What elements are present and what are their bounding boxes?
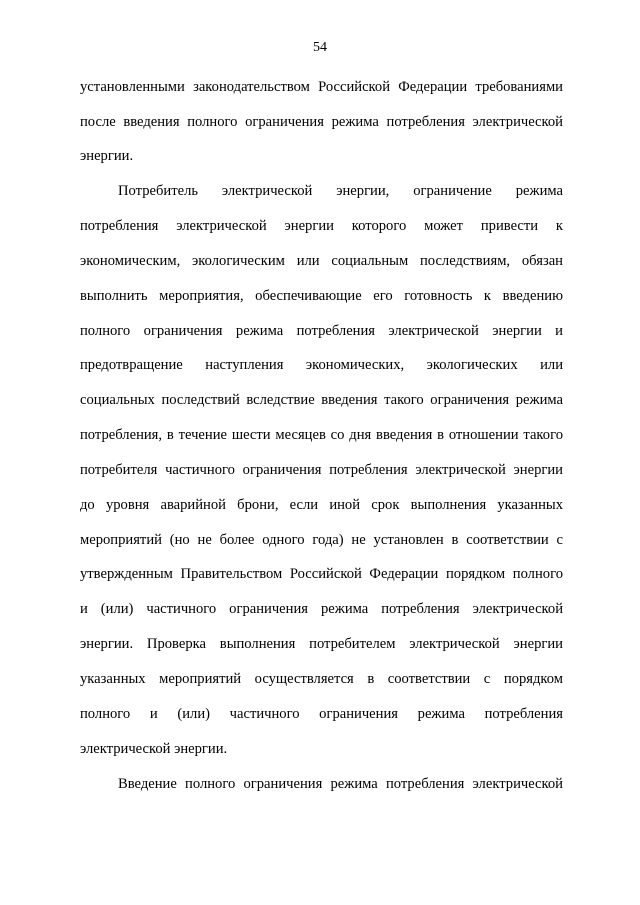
text-line: указанных мероприятий осуществляется в соответствии с порядком [80,671,563,687]
text-line: потребления электрической энергии которого может привести к [80,218,563,234]
text-line: мероприятий (но не более одного года) не установлен в соответствии с [80,532,563,548]
page-number: 54 [313,40,327,55]
text-line: полного и (или) частичного ограничения режима потребления [80,706,563,722]
text-line: до уровня аварийной брони, если иной срок выполнения указанных [80,497,563,513]
text-line: после введения полного ограничения режима потребления электрической [80,114,563,130]
text-line: установленными законодательством Российской Федерации требованиями [80,79,563,95]
text-line: выполнить мероприятия, обеспечивающие его готовность к введению [80,288,563,304]
text-line: энергии. Проверка выполнения потребителем электрической энергии [80,636,563,652]
text-line: Введение полного ограничения режима потребления электрической [118,776,563,792]
text-line: предотвращение наступления экономических, экологических или [80,357,563,373]
text-line: энергии. [80,148,134,164]
text-line: социальных последствий вследствие введения такого ограничения режима [80,392,563,408]
text-line: экономическим, экологическим или социальным последствиям, обязан [80,253,563,269]
text-line: электрической энергии. [80,741,228,757]
text-line: и (или) частичного ограничения режима потребления электрической [80,601,563,617]
text-line: утвержденным Правительством Российской Федерации порядком полного [80,566,563,582]
text-line: полного ограничения режима потребления электрической энергии и [80,323,563,339]
text-line: потребления, в течение шести месяцев со дня введения в отношении такого [80,427,563,443]
text-line: Потребитель электрической энергии, ограничение режима [118,183,563,199]
text-line: потребителя частичного ограничения потребления электрической энергии [80,462,563,478]
